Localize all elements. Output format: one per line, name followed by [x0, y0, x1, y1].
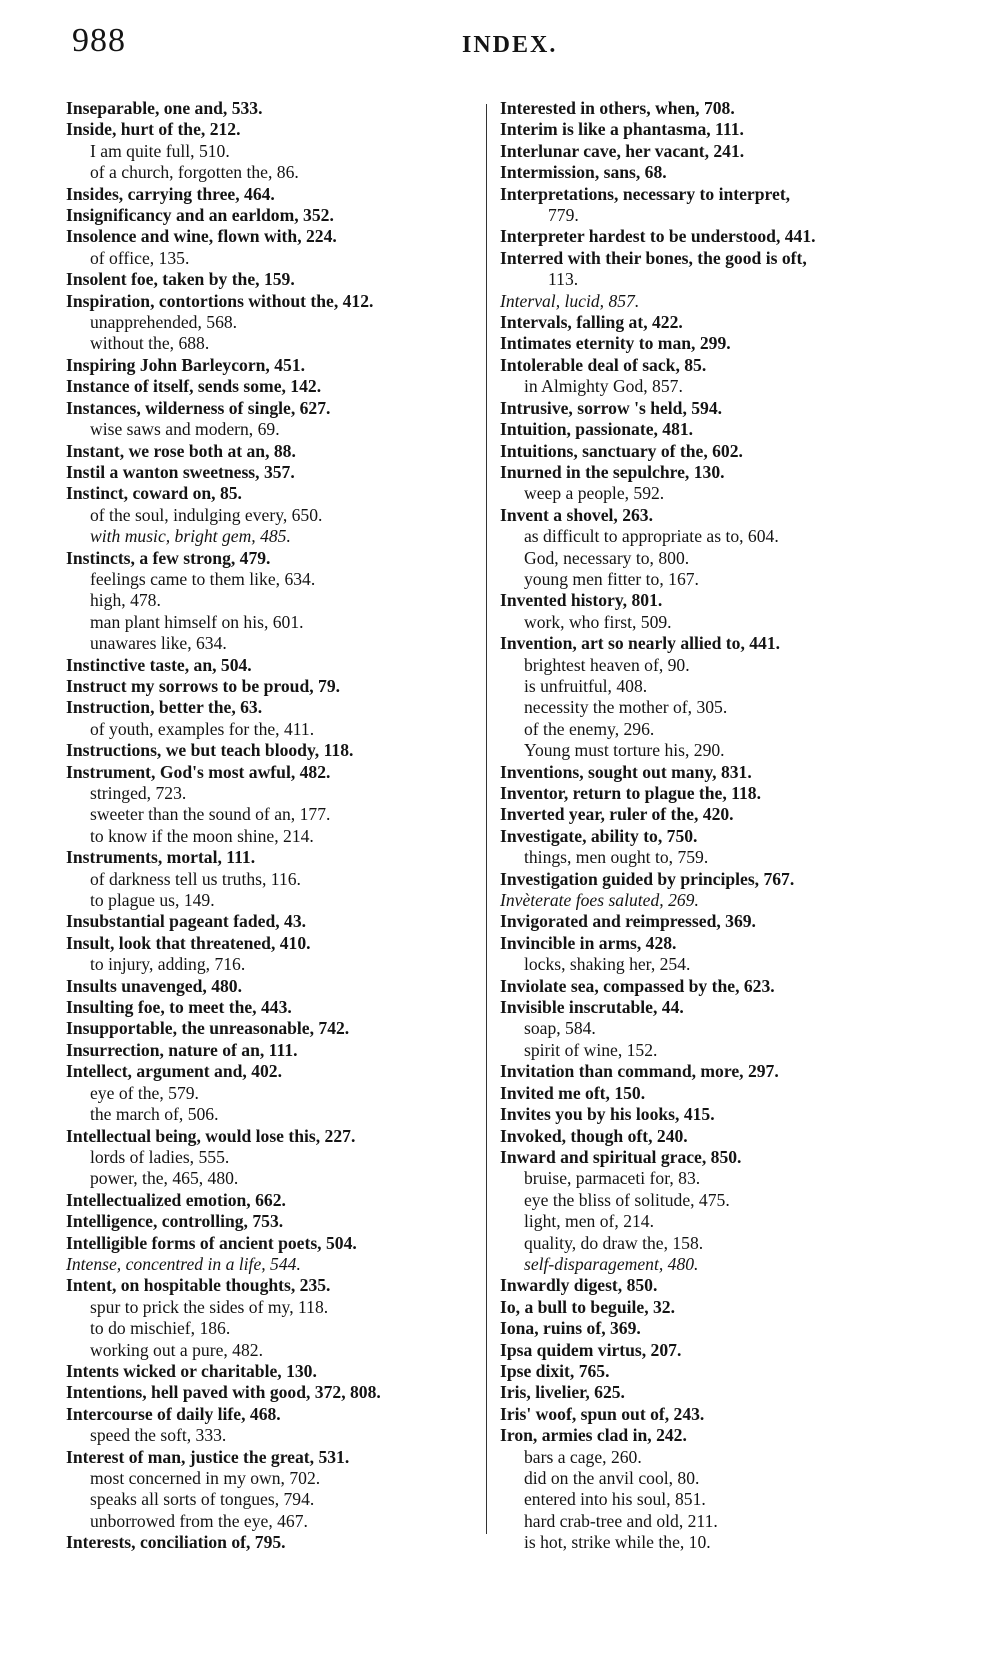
index-subentry: in Almighty God, 857.	[524, 376, 683, 397]
index-subentry: unapprehended, 568.	[90, 312, 238, 333]
index-entry: Intrusive, sorrow 's held, 594.	[500, 397, 723, 418]
index-subentry: with music, bright gem, 485.	[90, 526, 291, 547]
index-subentry: necessity the mother of, 305.	[524, 697, 728, 718]
index-entry: Ipse dixit, 765.	[500, 1360, 610, 1381]
index-subentry: unborrowed from the eye, 467.	[90, 1510, 308, 1531]
index-entry: Inurned in the sepulchre, 130.	[500, 461, 725, 482]
index-entry: Instinct, coward on, 85.	[66, 483, 242, 504]
index-subentry: wise saws and modern, 69.	[90, 419, 280, 440]
index-subentry: is unfruitful, 408.	[524, 675, 648, 696]
index-entry: Interim is like a phantasma, 111.	[500, 119, 744, 140]
index-subentry: Young must torture his, 290.	[524, 740, 725, 761]
index-entry: Invent a shovel, 263.	[500, 504, 653, 525]
index-subentry: most concerned in my own, 702.	[90, 1468, 321, 1488]
index-entry: Interred with their bones, the good is oft,	[500, 247, 807, 268]
index-entry: Invented history, 801.	[500, 590, 663, 611]
index-entry: Intense, concentred in a life, 544.	[66, 1253, 301, 1274]
index-entry: Instincts, a few strong, 479.	[66, 547, 271, 568]
page-title: INDEX.	[462, 32, 558, 58]
index-entry: Iron, armies clad in, 242.	[500, 1425, 687, 1446]
index-entry: Insupportable, the unreasonable, 742.	[66, 1018, 350, 1039]
index-entry: Intentions, hell paved with good, 372, 808.	[66, 1382, 381, 1403]
index-entry: Iris' woof, spun out of, 243.	[500, 1403, 705, 1424]
index-entry: Insults unavenged, 480.	[66, 975, 242, 996]
index-entry: Inward and spiritual grace, 850.	[500, 1146, 742, 1167]
index-subentry: brightest heaven of, 90.	[524, 654, 690, 675]
index-entry: Interest of man, justice the great, 531.	[66, 1446, 350, 1467]
index-entry: Inverted year, ruler of the, 420.	[500, 804, 734, 825]
page-number: 988	[72, 22, 126, 59]
index-subentry: young men fitter to, 167.	[524, 568, 699, 589]
column-divider	[486, 104, 487, 1534]
index-subentry: of youth, examples for the, 411.	[90, 718, 315, 739]
index-entry: Insubstantial pageant faded, 43.	[66, 911, 307, 932]
index-subentry: speaks all sorts of tongues, 794.	[90, 1489, 315, 1510]
index-entry: Invites you by his looks, 415.	[500, 1104, 715, 1125]
index-subentry: 113.	[548, 269, 579, 290]
index-subentry: stringed, 723.	[90, 783, 187, 803]
index-subentry: things, men ought to, 759.	[524, 847, 709, 868]
index-entry: Instant, we rose both at an, 88.	[66, 440, 296, 461]
index-entry: Iona, ruins of, 369.	[500, 1318, 641, 1339]
index-entry: Intelligence, controlling, 753.	[66, 1211, 284, 1232]
index-entry: Intimates eternity to man, 299.	[500, 333, 731, 354]
index-subentry: work, who first, 509.	[524, 611, 672, 632]
index-entry: Iris, livelier, 625.	[500, 1382, 625, 1403]
index-subentry: of a church, forgotten the, 86.	[90, 162, 299, 183]
index-subentry: of the soul, indulging every, 650.	[90, 504, 323, 525]
index-entry: Invincible in arms, 428.	[500, 932, 677, 953]
index-subentry: the march of, 506.	[90, 1104, 219, 1125]
index-entry: Insulting foe, to meet the, 443.	[66, 997, 292, 1018]
index-column-right	[500, 98, 950, 1554]
index-subentry: lords of ladies, 555.	[90, 1146, 230, 1167]
index-entry: Inspiring John Barleycorn, 451.	[66, 354, 306, 375]
index-entry: Interval, lucid, 857.	[500, 290, 640, 311]
index-entry: Instruct my sorrows to be proud, 79.	[66, 675, 341, 696]
index-entry: Instance of itself, sends some, 142.	[66, 376, 322, 397]
index-subentry: entered into his soul, 851.	[524, 1489, 706, 1510]
index-entry: Inventions, sought out many, 831.	[500, 761, 752, 782]
index-entry: Intervals, falling at, 422.	[500, 312, 683, 333]
index-entry: Interlunar cave, her vacant, 241.	[500, 140, 745, 161]
index-subentry: eye the bliss of solitude, 475.	[524, 1189, 730, 1210]
index-entry: Interpretations, necessary to interpret,	[500, 183, 791, 204]
index-entry: Intuitions, sanctuary of the, 602.	[500, 440, 743, 461]
index-subentry: self-disparagement, 480.	[524, 1253, 699, 1274]
index-entry: Insult, look that threatened, 410.	[66, 932, 311, 953]
index-subentry: spur to prick the sides of my, 118.	[90, 1296, 329, 1317]
index-entry: Instances, wilderness of single, 627.	[66, 397, 331, 418]
index-entry: Invoked, though oft, 240.	[500, 1125, 688, 1146]
index-entry: Insolent foe, taken by the, 159.	[66, 269, 295, 290]
index-entry: Investigation guided by principles, 767.	[500, 868, 795, 889]
index-entry: Inwardly digest, 850.	[500, 1275, 658, 1296]
index-entry: Interested in others, when, 708.	[500, 98, 735, 118]
index-entry: Intelligible forms of ancient poets, 504.	[66, 1232, 357, 1253]
index-entry: Invèterate foes saluted, 269.	[500, 890, 699, 911]
index-entry: Insolence and wine, flown with, 224.	[66, 226, 337, 247]
index-entry: Invention, art so nearly allied to, 441.	[500, 633, 781, 654]
index-entry: Instructions, we but teach bloody, 118.	[66, 740, 354, 761]
index-subentry: 779.	[548, 205, 579, 226]
index-entry: Inside, hurt of the, 212.	[66, 119, 241, 140]
index-entry: Invited me oft, 150.	[500, 1082, 646, 1103]
index-subentry: spirit of wine, 152.	[524, 1039, 658, 1060]
index-entry: Inseparable, one and, 533.	[66, 98, 263, 118]
index-subentry: to know if the moon shine, 214.	[90, 825, 314, 846]
index-subentry: I am quite full, 510.	[90, 140, 230, 161]
index-subentry: feelings came to them like, 634.	[90, 568, 316, 589]
index-subentry: did on the anvil cool, 80.	[524, 1468, 700, 1488]
index-subentry: is hot, strike while the, 10.	[524, 1532, 711, 1553]
index-subentry: weep a people, 592.	[524, 483, 665, 504]
index-entry: Invisible inscrutable, 44.	[500, 997, 684, 1018]
index-entry: Intellect, argument and, 402.	[66, 1061, 282, 1082]
index-entry: Insides, carrying three, 464.	[66, 183, 275, 204]
index-subentry: to do mischief, 186.	[90, 1318, 231, 1339]
index-column-left	[66, 98, 486, 1554]
index-entry: Ipsa quidem virtus, 207.	[500, 1339, 682, 1360]
index-subentry: without the, 688.	[90, 333, 210, 354]
index-entry: Invitation than command, more, 297.	[500, 1061, 779, 1082]
index-entry: Inspiration, contortions without the, 412.	[66, 290, 374, 311]
index-entry: Instinctive taste, an, 504.	[66, 654, 252, 675]
index-subentry: power, the, 465, 480.	[90, 1168, 239, 1189]
index-entry: Insurrection, nature of an, 111.	[66, 1039, 298, 1060]
index-entry: Interpreter hardest to be understood, 441.	[500, 226, 816, 247]
index-subentry: God, necessary to, 800.	[524, 547, 690, 568]
index-subentry: of the enemy, 296.	[524, 718, 655, 739]
index-entry: Intents wicked or charitable, 130.	[66, 1360, 317, 1381]
index-entry: Insignificancy and an earldom, 352.	[66, 205, 334, 226]
index-subentry: quality, do draw the, 158.	[524, 1232, 704, 1253]
index-subentry: unawares like, 634.	[90, 633, 227, 654]
index-subentry: to plague us, 149.	[90, 890, 215, 911]
index-subentry: locks, shaking her, 254.	[524, 954, 691, 975]
index-entry: Intellectual being, would lose this, 227.	[66, 1125, 356, 1146]
index-subentry: eye of the, 579.	[90, 1082, 199, 1103]
index-entry: Intercourse of daily life, 468.	[66, 1403, 281, 1424]
index-subentry: man plant himself on his, 601.	[90, 611, 304, 632]
index-subentry: bruise, parmaceti for, 83.	[524, 1168, 701, 1189]
index-subentry: soap, 584.	[524, 1018, 596, 1039]
index-entry: Inviolate sea, compassed by the, 623.	[500, 975, 775, 996]
index-subentry: speed the soft, 333.	[90, 1425, 227, 1446]
index-subentry: sweeter than the sound of an, 177.	[90, 804, 331, 825]
index-entry: Intuition, passionate, 481.	[500, 419, 694, 440]
index-subentry: hard crab-tree and old, 211.	[524, 1510, 718, 1531]
index-entry: Intellectualized emotion, 662.	[66, 1189, 286, 1210]
index-entry: Instruction, better the, 63.	[66, 697, 263, 718]
index-entry: Intermission, sans, 68.	[500, 162, 667, 183]
index-entry: Instrument, God's most awful, 482.	[66, 761, 331, 782]
index-entry: Intolerable deal of sack, 85.	[500, 354, 707, 375]
index-subentry: as difficult to appropriate as to, 604.	[524, 526, 779, 547]
index-subentry: high, 478.	[90, 590, 161, 611]
index-entry: Intent, on hospitable thoughts, 235.	[66, 1275, 331, 1296]
index-entry: Interests, conciliation of, 795.	[66, 1532, 286, 1553]
index-entry: Investigate, ability to, 750.	[500, 825, 698, 846]
index-subentry: of office, 135.	[90, 247, 190, 268]
index-subentry: bars a cage, 260.	[524, 1446, 642, 1467]
index-entry: Invigorated and reimpressed, 369.	[500, 911, 756, 932]
index-subentry: to injury, adding, 716.	[90, 954, 246, 975]
index-entry: Inventor, return to plague the, 118.	[500, 783, 761, 803]
index-subentry: of darkness tell us truths, 116.	[90, 868, 301, 889]
index-entry: Io, a bull to beguile, 32.	[500, 1296, 675, 1317]
index-entry: Instruments, mortal, 111.	[66, 847, 256, 868]
index-subentry: light, men of, 214.	[524, 1211, 654, 1232]
index-subentry: working out a pure, 482.	[90, 1339, 263, 1360]
index-entry: Instil a wanton sweetness, 357.	[66, 461, 295, 482]
